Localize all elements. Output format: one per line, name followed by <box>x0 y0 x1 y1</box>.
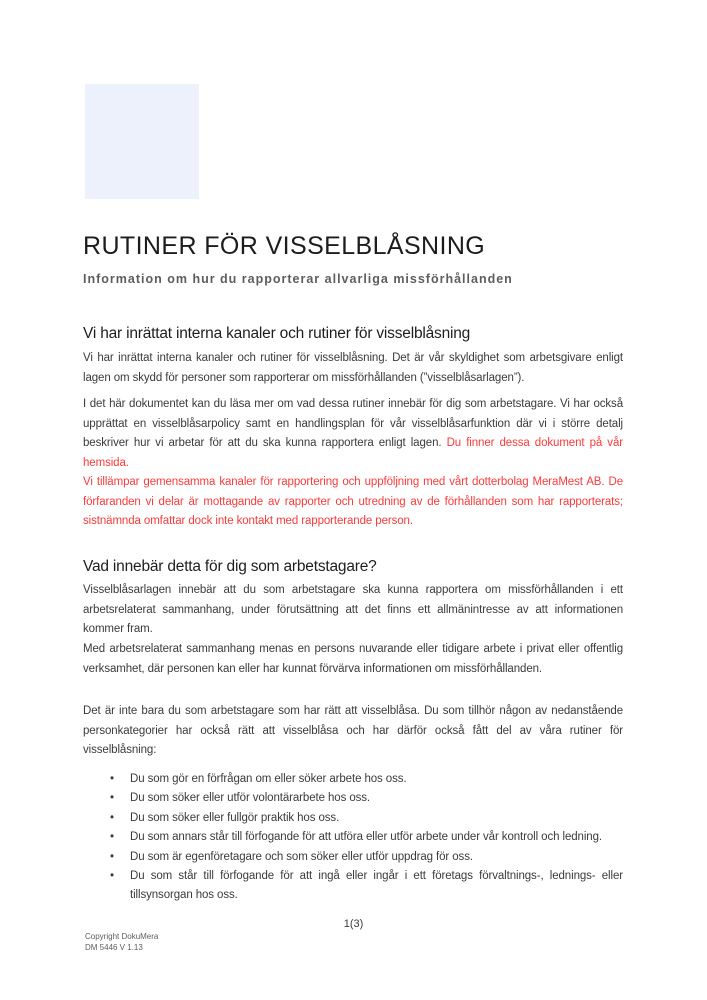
person-category-bullet-list <box>83 770 623 906</box>
section1-paragraph-2-text: I det här dokumentet kan du läsa mer om vad dessa rutiner innebär för dig som arbetstagare. Vi har också upprättat en visselblåsarpolicy samt en handlingsplan för vår visselblåsarfunktion där vi i större detalj beskriver hur vi arbetar för att du ska kunna rapportera enligt lagen. <box>83 398 623 449</box>
bullet-item: • Du som annars står till förfogande för att utföra eller utför arbete under vår kontroll och ledning. <box>83 828 623 847</box>
section1-heading: Vi har inrättat interna kanaler och rutiner för visselblåsning <box>83 325 471 342</box>
bullet-item: • Du som är egenföretagare och som söker eller utför uppdrag för oss. <box>83 848 623 867</box>
logo-placeholder <box>85 84 199 199</box>
footer-copyright-line2: DM 5446 V 1.13 <box>85 942 143 952</box>
bullet-item: • Du som söker eller utför volontärarbete hos oss. <box>83 789 623 808</box>
page-number: 1(3) <box>343 918 364 930</box>
footer-copyright <box>85 932 158 953</box>
bullet-item: • Du som står till förfogande för att ingå eller ingår i ett företags förvaltnings-, lednings- eller tillsynsorgan hos oss. <box>83 867 623 906</box>
section1-red-notice-paragraph: Vi tillämpar gemensamma kanaler för rapportering och uppföljning med vårt dotterbolag MeraMest AB. De förfaranden vi delar är mottagande av rapporter och utredning av de förhållanden som har rapporterats; sistnämnda omfattar dock inte kontakt med rapporterande person. <box>83 476 623 527</box>
bullet-item: • Du som gör en förfrågan om eller söker arbete hos oss. <box>83 770 623 789</box>
section1-paragraph-2 <box>83 395 623 473</box>
section2-paragraph-2: Med arbetsrelaterat sammanhang menas en persons nuvarande eller tidigare arbete i privat eller offentlig verksamhet, där personen kan eller har kunnat förvärva informationen om missförhållanden. <box>83 643 623 675</box>
document-subtitle: Information om hur du rapporterar allvarliga missförhållanden <box>83 272 513 286</box>
section2-heading: Vad innebär detta för dig som arbetstagare? <box>83 558 377 575</box>
document-title: RUTINER FÖR VISSELBLÅSNING <box>83 232 486 260</box>
section1-paragraph-1: Vi har inrättat interna kanaler och rutiner för visselblåsning. Det är vår skyldighet som arbetsgivare enligt lagen om skydd för personer som rapporterar om missförhållanden (”visselblåsarlagen”). <box>83 352 623 384</box>
section2-paragraph-1: Visselblåsarlagen innebär att du som arbetstagare ska kunna rapportera om missförhållanden i ett arbetsrelaterat sammanhang, under förutsättning att det finns ett allmänintresse av att informationen kommer fram. <box>83 584 623 635</box>
section1-paragraph-2-red-text: Du finner dessa dokument på vår hemsida. <box>83 437 623 469</box>
bullet-item: • Du som söker eller fullgör praktik hos oss. <box>83 809 623 828</box>
footer-copyright-line1: Copyright DokuMera <box>85 932 159 941</box>
section2-paragraph-3: Det är inte bara du som arbetstagare som har rätt att visselblåsa. Du som tillhör någon av nedanstående personkategorier har också rätt att visselblåsa och har därför också fått del av våra rutiner för visselblåsning: <box>83 705 623 756</box>
